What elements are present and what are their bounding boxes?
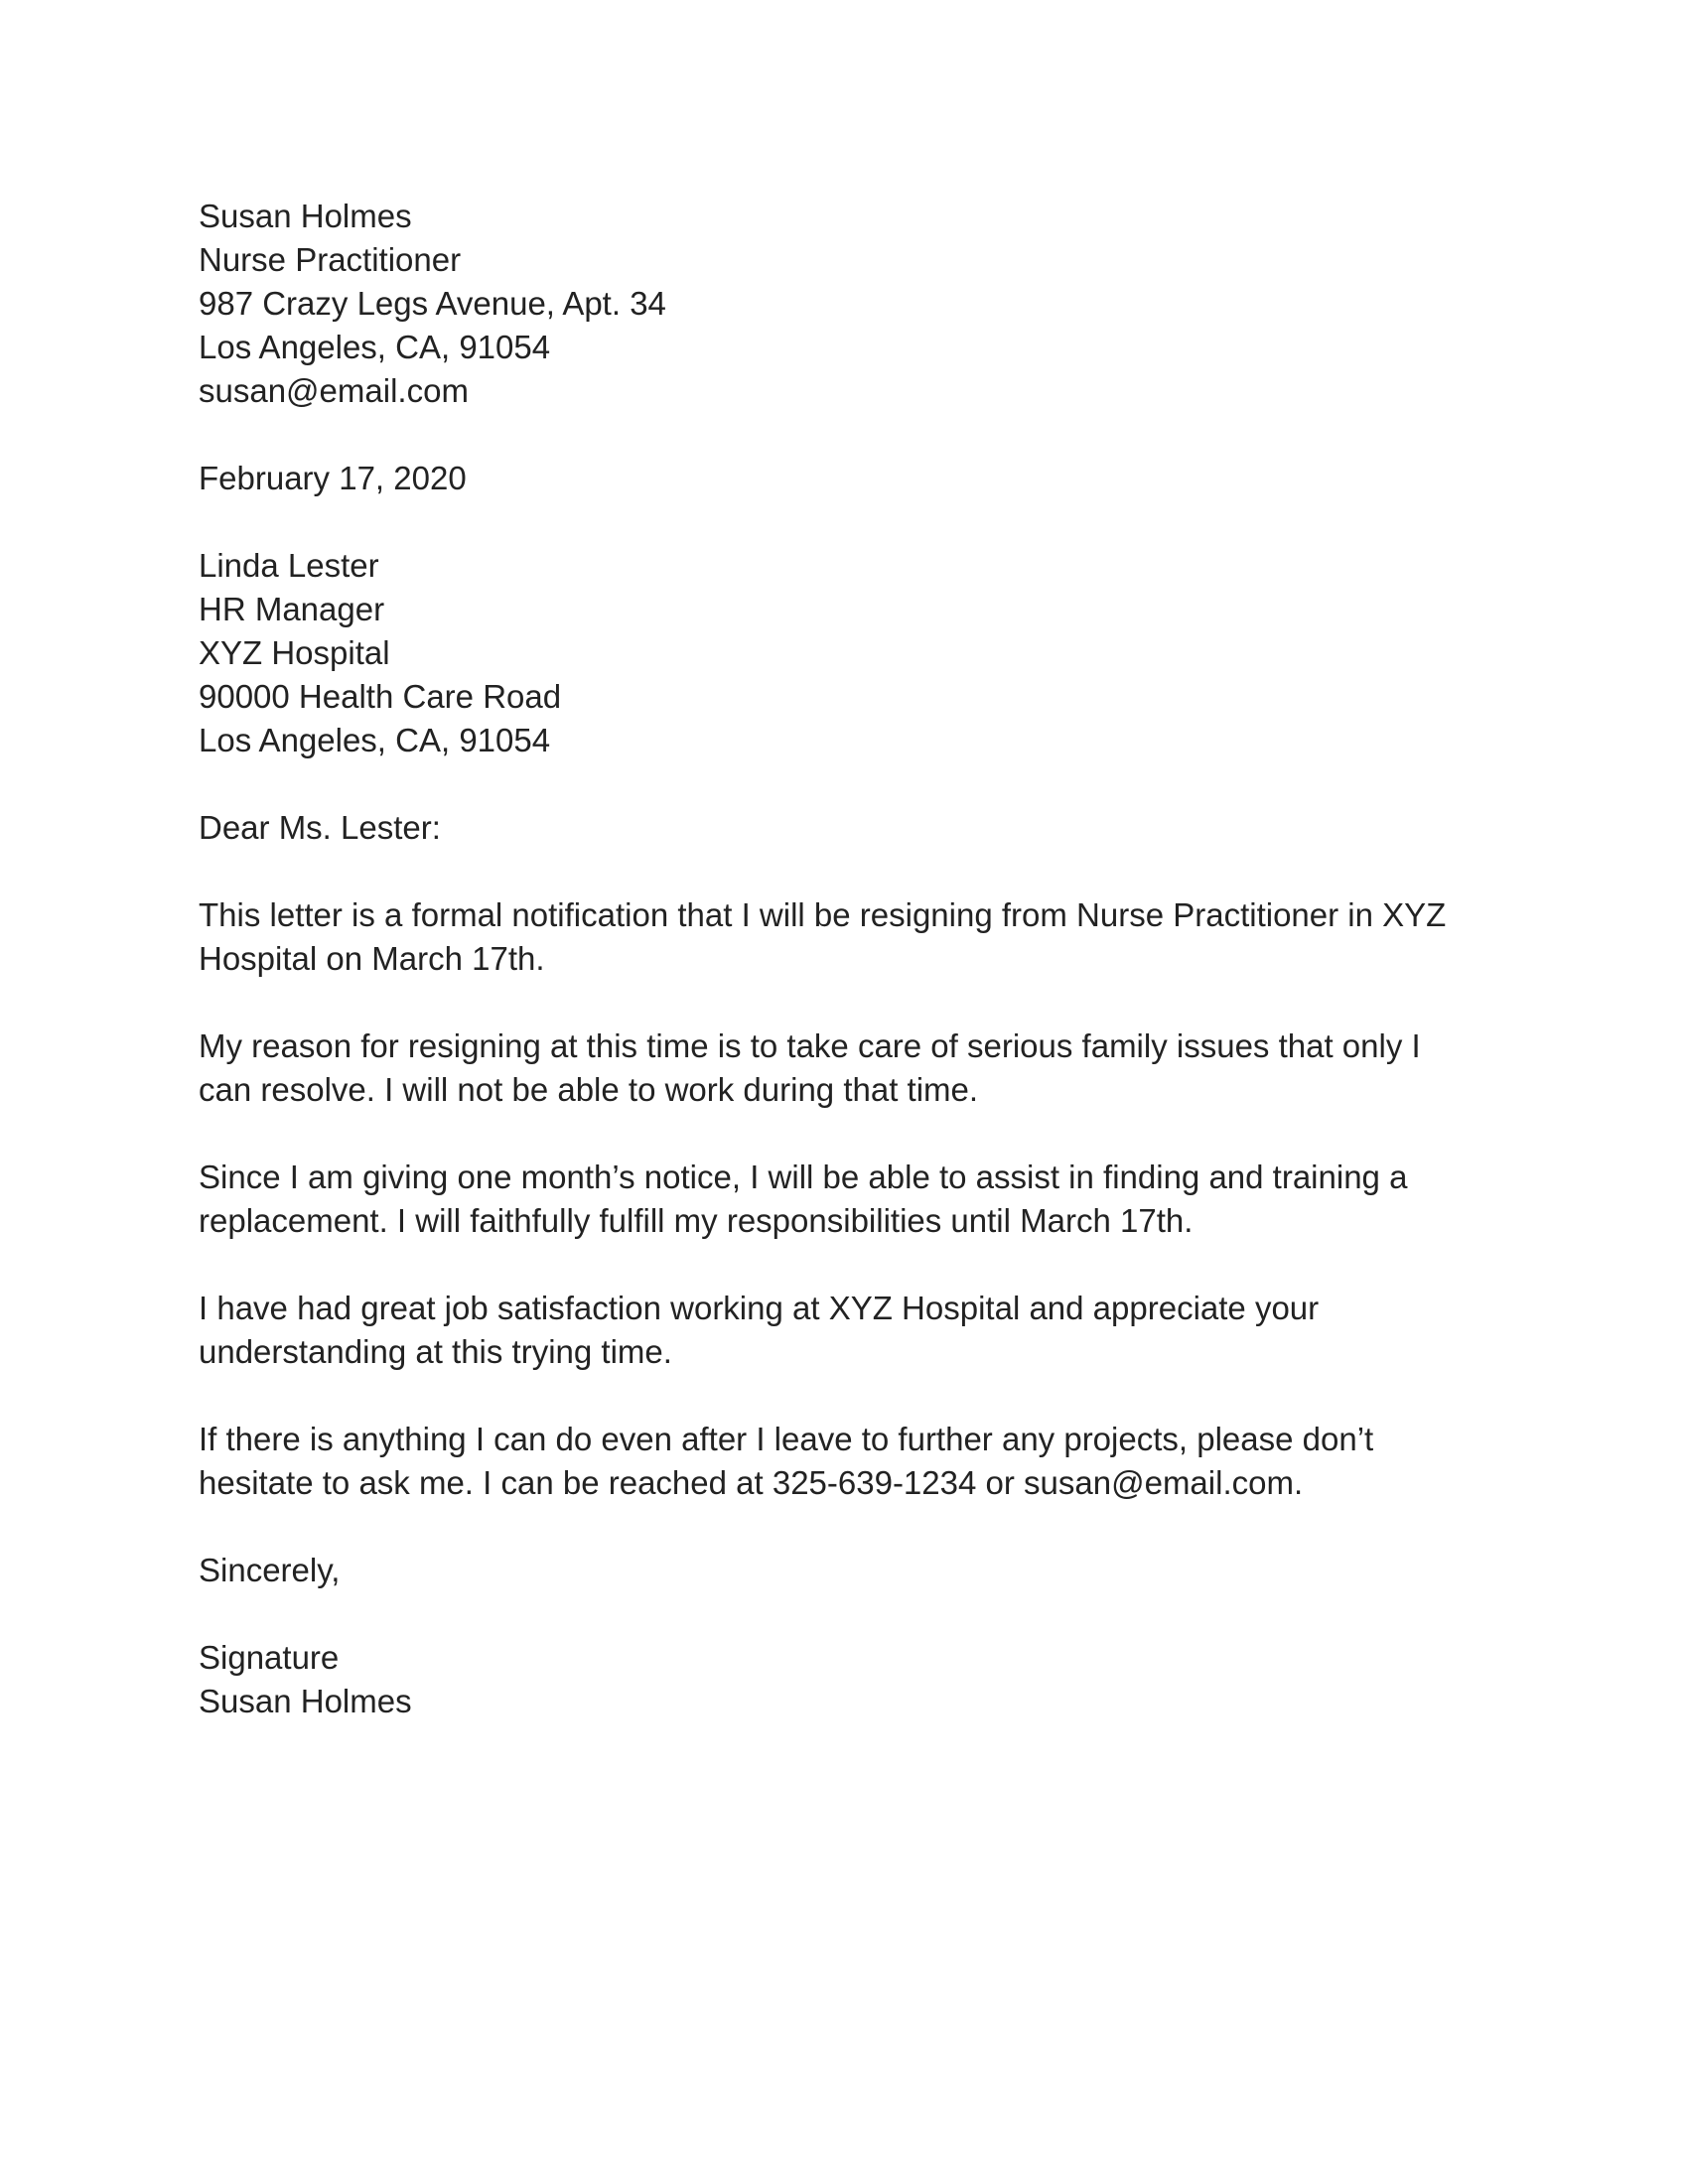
closing: Sincerely, bbox=[199, 1552, 341, 1588]
salutation: Dear Ms. Lester: bbox=[199, 809, 441, 846]
paragraph-line: can resolve. I will not be able to work during that time. bbox=[199, 1071, 979, 1108]
paragraph-line: My reason for resigning at this time is to take care of serious family issues that only I bbox=[199, 1027, 1421, 1064]
recipient-title: HR Manager bbox=[199, 591, 385, 627]
body-paragraph-1 bbox=[199, 893, 1509, 981]
recipient-address-line1: 90000 Health Care Road bbox=[199, 678, 562, 715]
paragraph-line: replacement. I will faithfully fulfill my responsibilities until March 17th. bbox=[199, 1202, 1194, 1239]
paragraph-line: This letter is a formal notification that I will be resigning from Nurse Practitioner in XYZ bbox=[199, 896, 1447, 933]
salutation-block bbox=[199, 806, 1509, 850]
paragraph-line: If there is anything I can do even after I leave to further any projects, please don’t bbox=[199, 1421, 1374, 1457]
body-paragraph-4 bbox=[199, 1287, 1509, 1374]
paragraph-line: I have had great job satisfaction working at XYZ Hospital and appreciate your bbox=[199, 1290, 1320, 1326]
resignation-letter bbox=[199, 195, 1509, 1723]
body-paragraph-3 bbox=[199, 1156, 1509, 1243]
recipient-name: Linda Lester bbox=[199, 547, 379, 584]
signature-label: Signature bbox=[199, 1639, 340, 1676]
sender-email: susan@email.com bbox=[199, 372, 469, 409]
body-paragraph-5 bbox=[199, 1418, 1509, 1505]
sender-block bbox=[199, 195, 1509, 413]
paragraph-line: understanding at this trying time. bbox=[199, 1333, 672, 1370]
date-block bbox=[199, 457, 1509, 500]
signature-block bbox=[199, 1636, 1509, 1723]
letter-date: February 17, 2020 bbox=[199, 460, 467, 496]
sender-address-line1: 987 Crazy Legs Avenue, Apt. 34 bbox=[199, 285, 666, 322]
paragraph-line: Since I am giving one month’s notice, I will be able to assist in finding and training a bbox=[199, 1159, 1408, 1195]
recipient-organization: XYZ Hospital bbox=[199, 634, 390, 671]
paragraph-line: hesitate to ask me. I can be reached at 325-639-1234 or susan@email.com. bbox=[199, 1464, 1304, 1501]
closing-block bbox=[199, 1549, 1509, 1592]
sender-address-line2: Los Angeles, CA, 91054 bbox=[199, 329, 551, 365]
body-paragraph-2 bbox=[199, 1024, 1509, 1112]
sender-name: Susan Holmes bbox=[199, 198, 412, 234]
paragraph-line: Hospital on March 17th. bbox=[199, 940, 545, 977]
recipient-address-line2: Los Angeles, CA, 91054 bbox=[199, 722, 551, 758]
signature-name: Susan Holmes bbox=[199, 1683, 412, 1719]
sender-title: Nurse Practitioner bbox=[199, 241, 462, 278]
recipient-block bbox=[199, 544, 1509, 762]
